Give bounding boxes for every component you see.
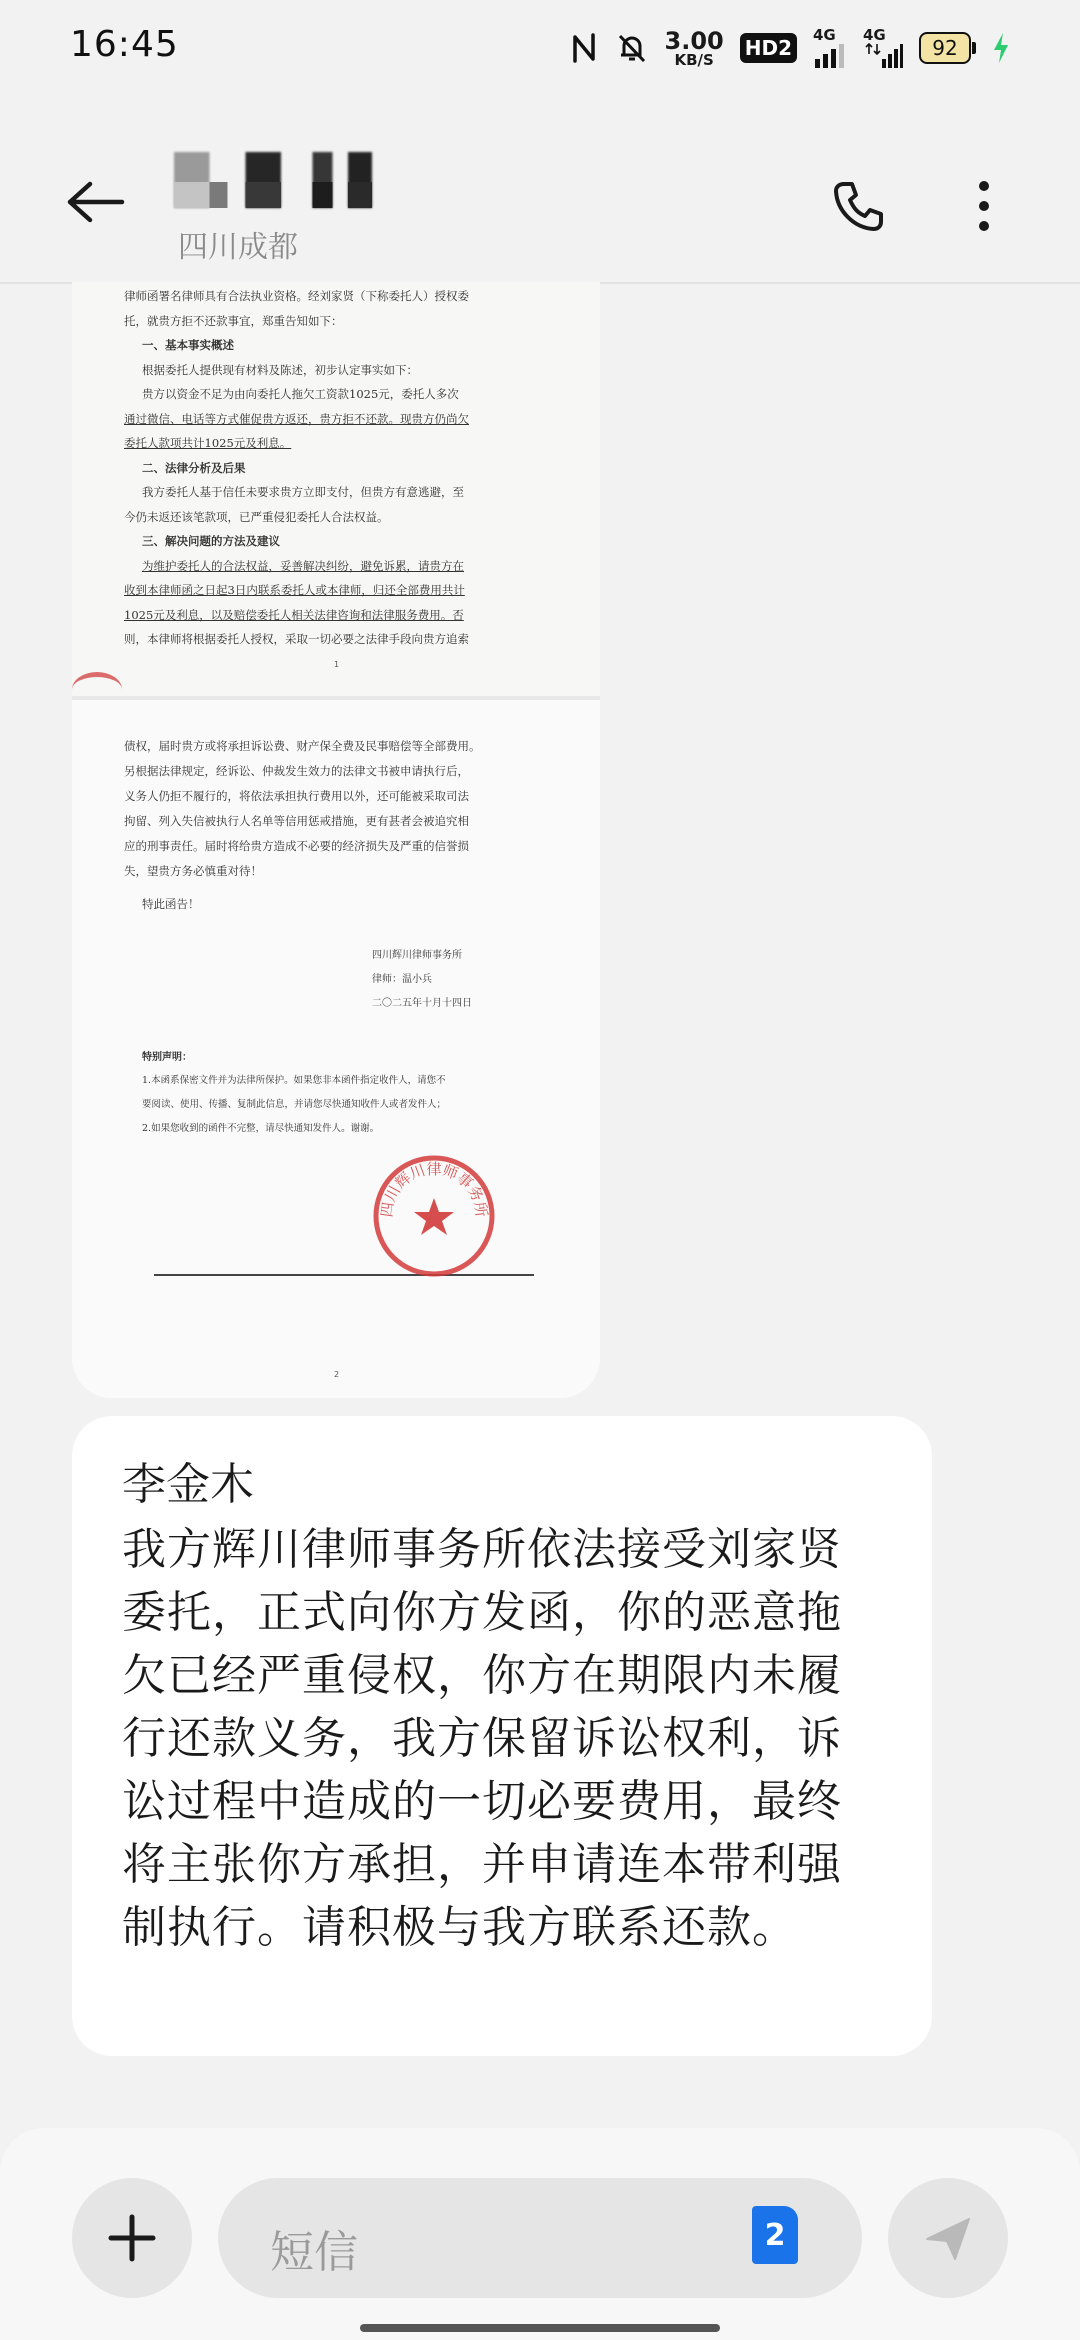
send-button[interactable] [888,2178,1008,2298]
add-attachment-button[interactable] [72,2178,192,2298]
document-text-line: 托，就贵方拒不还款事宜，郑重告知如下： [124,313,343,328]
document-text-line: 根据委托人提供现有材料及陈述，初步认定事实如下： [142,362,418,377]
back-button[interactable] [60,166,132,238]
document-text-line: 特此函告！ [142,897,200,911]
home-indicator[interactable] [360,2324,720,2332]
document-page-1 [72,282,600,696]
nfc-icon [569,31,599,65]
network-speed: 3.00 KB/S [664,26,724,69]
document-text-line: 另根据法律规定，经诉讼、仲裁发生效力的法律文书被申请执行后， [124,764,469,778]
send-icon [921,2211,975,2265]
document-text-line: 1025元及利息，以及赔偿委托人相关法律咨询和法律服务费用。否 [124,607,464,622]
plus-icon [107,2213,157,2263]
document-text-line: 拘留、列入失信被执行人名单等信用惩戒措施，更有甚者会被追究相 [124,814,469,828]
more-options-button[interactable] [960,174,1008,238]
document-text-line: 则，本律师将根据委托人授权，采取一切必要之法律手段向贵方追索 [124,632,469,646]
document-text-line: 要阅读、使用、传播、复制此信息，并请您尽快通知收件人或者发件人； [142,1099,447,1110]
document-text-line: 通过微信、电话等方式催促贵方返还，贵方拒不还款。现贵方仍尚欠 [124,411,469,426]
status-bar [0,0,1080,96]
message-body: 我方辉川律师事务所依法接受刘家贤委托，正式向你方发函，你的恶意拖欠已经严重侵权，你方在期限内未履行还款义务，我方保留诉讼权利，诉讼过程中造成的一切必要费用，最终将主张你方承担，并申请连本带利强制执行。请积极与我方联系还款。 [122,1524,842,1953]
hd-voice-badge: HD2 [740,33,797,63]
document-text-line: 我方委托人基于信任未要求贵方立即支付，但贵方有意逃避，至 [142,485,464,499]
text-message-bubble[interactable] [72,1416,932,2056]
charging-icon [992,32,1010,64]
message-addressee: 李金木 [122,1459,254,1510]
document-text-line: 1.本函系保密文件并为法律所保护。如果您非本函件指定收件人，请您不 [142,1075,446,1086]
sim-select-button[interactable]: 2 [752,2206,798,2264]
document-text-line: 应的刑事责任。届时将给贵方造成不必要的经济损失及严重的信誉损 [124,839,469,853]
document-text-line: 四川辉川律师事务所 [372,950,462,961]
document-text-line: 委托人款项共计1025元及利息。 [124,436,292,450]
svg-text:四川辉川律师事务所: 四川辉川律师事务所 [377,1160,491,1219]
document-text-line: 失，望贵方务必慎重对待！ [124,864,262,878]
document-text-line: 二〇二五年十月十四日 [372,998,472,1009]
sim2-signal-icon: 4G [863,28,903,69]
document-text-line: 义务人仍拒不履行的，将依法承担执行费用以外，还可能被采取司法 [124,789,469,803]
contact-location: 四川成都 [178,230,298,265]
sim1-signal-icon: 4G [813,28,847,69]
battery-indicator: 92 [919,32,976,64]
document-text-line: 债权，届时贵方或将承担诉讼费、财产保全费及民事赔偿等全部费用。 [124,739,481,753]
back-arrow-icon [66,180,126,224]
document-text-line: 收到本律师函之日起3日内联系委托人或本律师，归还全部费用共计 [124,583,465,597]
page-number: 1 [334,660,340,669]
sms-input[interactable] [218,2178,862,2298]
document-text-line: 律师函署名律师具有合法执业资格。经刘家贤（下称委托人）授权委 [124,289,469,303]
phone-icon [830,178,886,234]
status-icons [569,22,1010,74]
document-page-2 [72,700,600,1398]
document-text-line: 三、解决问题的方法及建议 [142,534,280,548]
call-button[interactable] [826,174,890,238]
document-text-line: 律师：温小兵 [372,974,432,985]
contact-name-redacted-lower [174,182,372,208]
sms-input-placeholder: 短信 [270,2227,358,2278]
document-text-line: 一、基本事实概述 [142,338,234,352]
more-vertical-icon [977,180,991,232]
document-text-line: 今仍未返还该笔款项，已严重侵犯委托人合法权益。 [124,509,389,524]
compose-bar [0,2128,1080,2340]
status-time: 16:45 [70,24,179,65]
document-text-line: 二、法律分析及后果 [142,460,246,475]
law-firm-seal [372,1154,496,1278]
conversation-header [0,96,1080,284]
page-number: 2 [334,1370,340,1379]
document-text-line: 为维护委托人的合法权益，妥善解决纠纷，避免诉累，请贵方在 [142,558,464,573]
image-message-bubble[interactable] [72,282,600,1398]
document-text-line: 贵方以资金不足为由向委托人拖欠工资款1025元，委托人多次 [142,387,459,401]
document-text-line: 特别声明： [142,1052,192,1063]
mute-icon [615,31,649,65]
document-text-line: 2.如果您收到的函件不完整，请尽快通知发件人。谢谢。 [142,1123,380,1134]
